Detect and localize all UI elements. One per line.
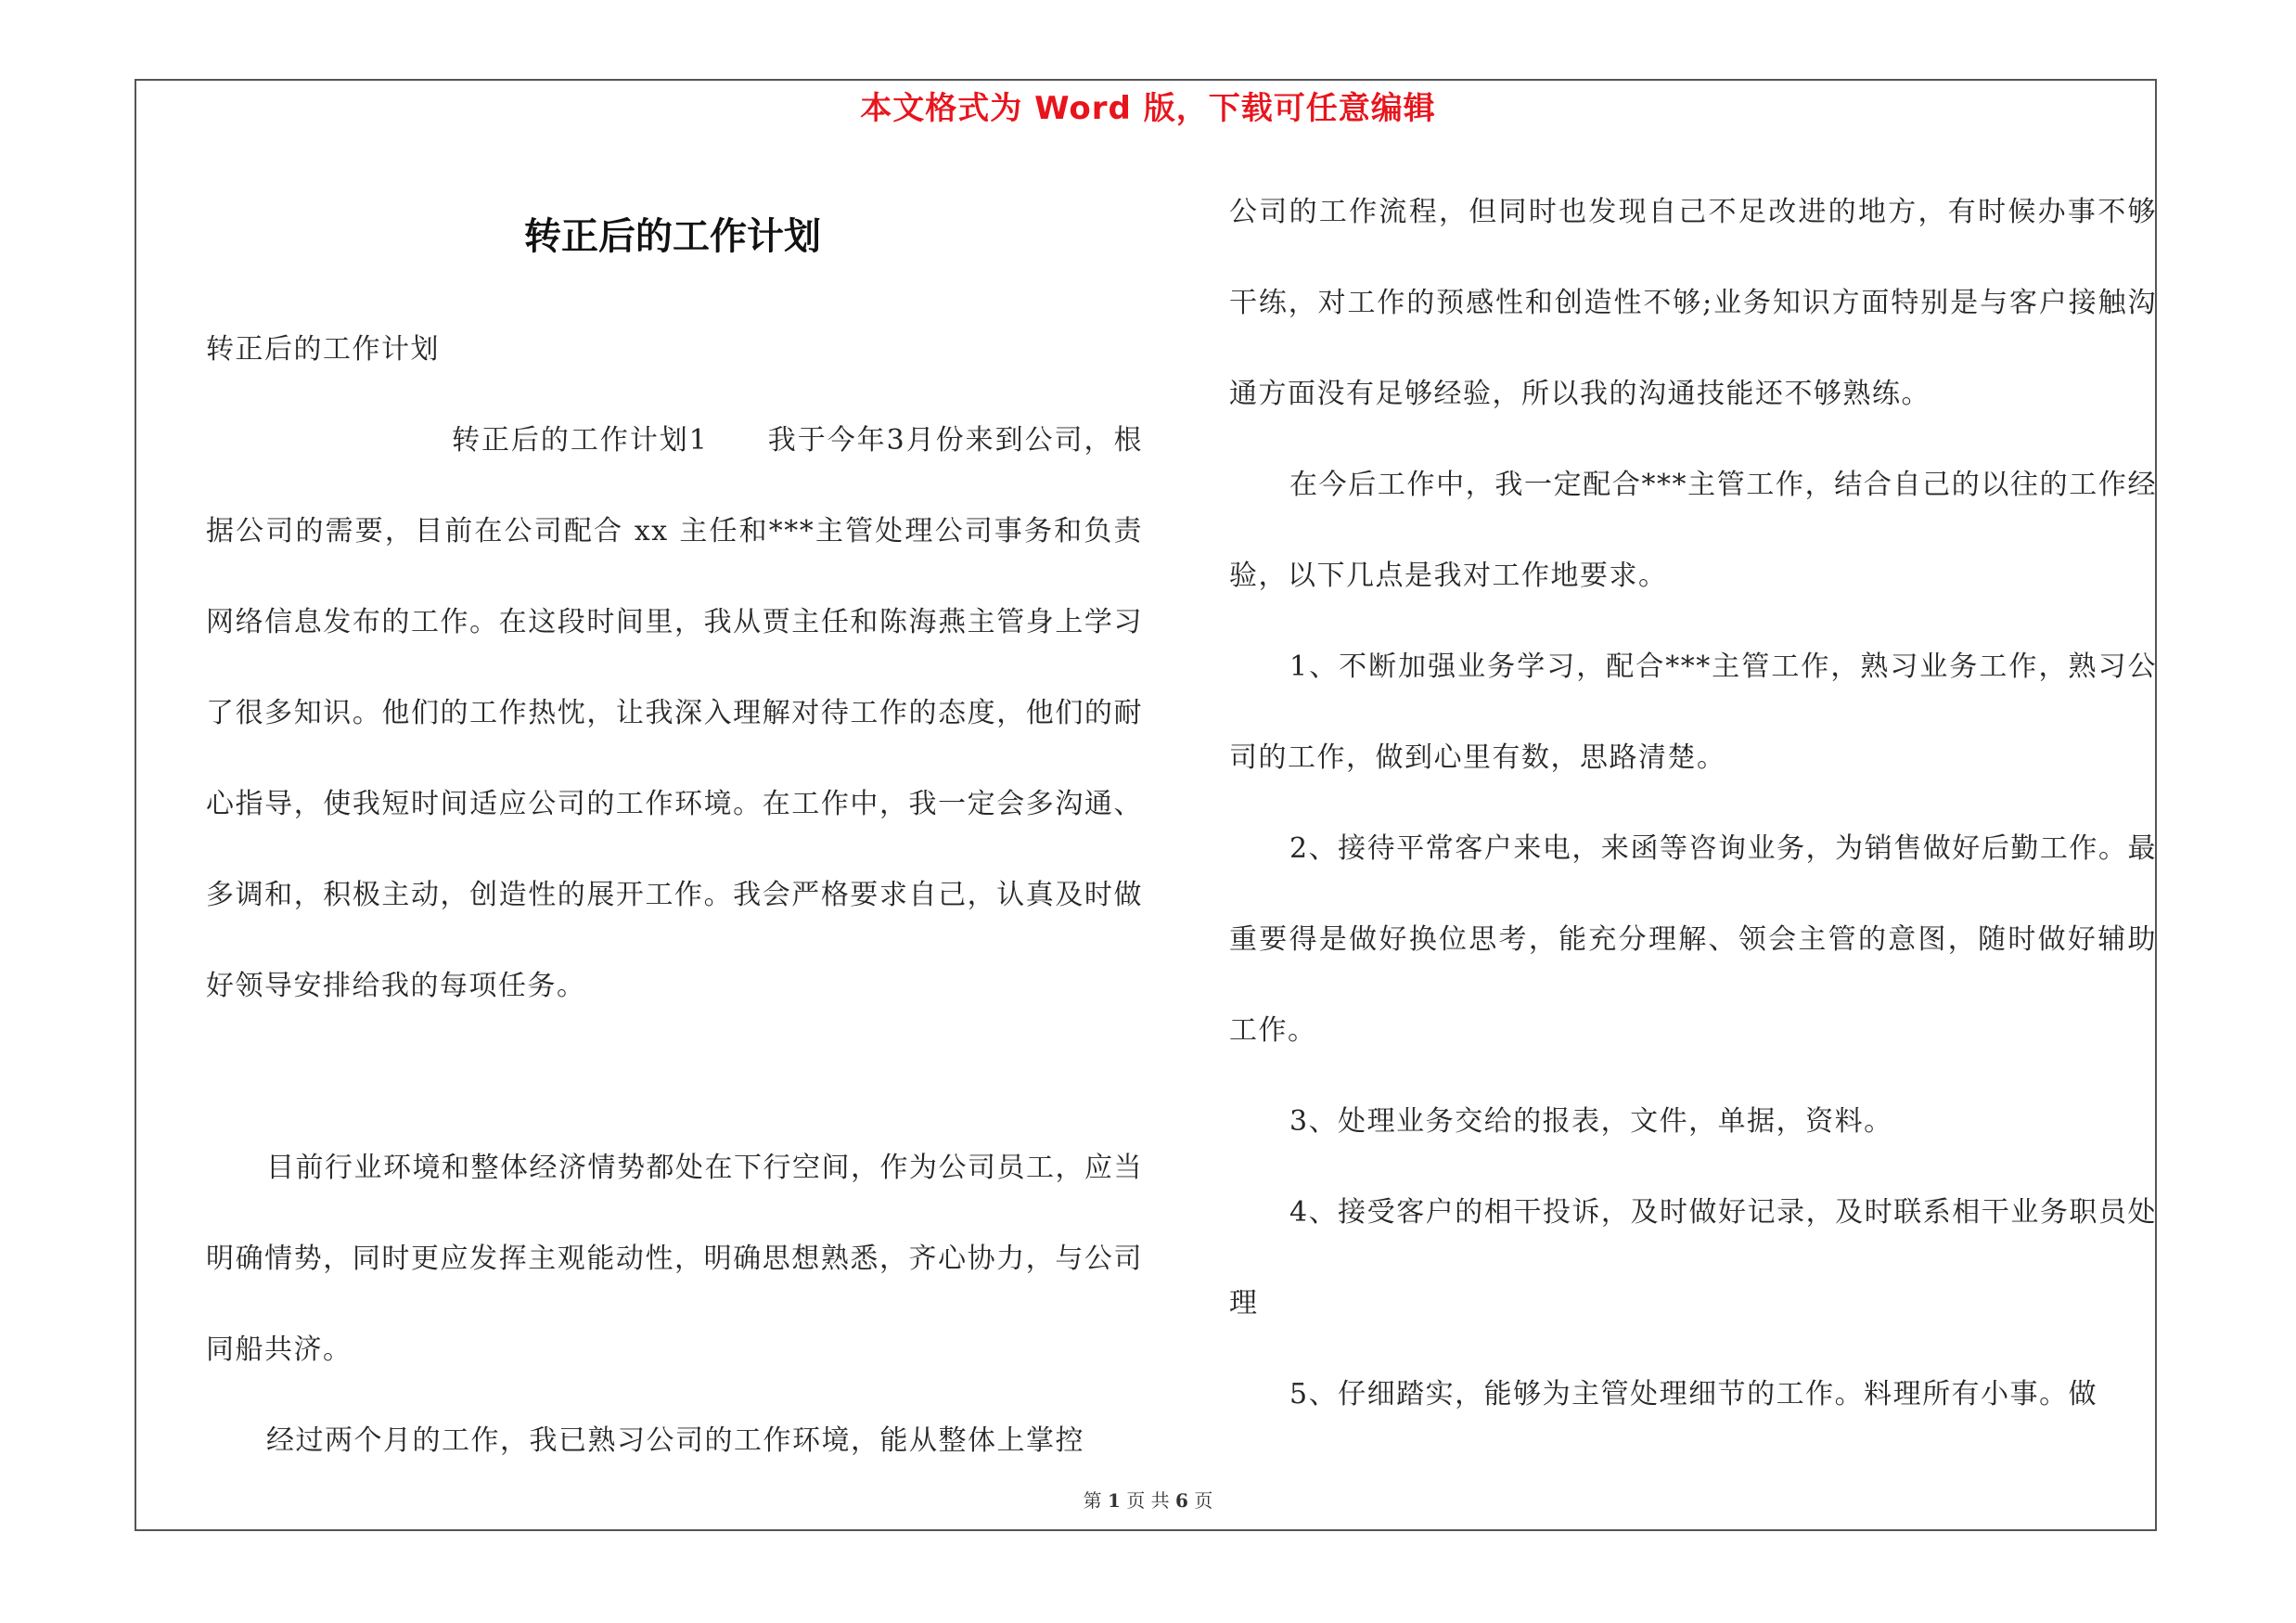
list-item: 3、处理业务交给的报表，文件，单据，资料。	[1289, 1105, 1893, 1138]
right-column	[1229, 167, 2157, 1440]
format-banner: 本文格式为 Word 版，下载可任意编辑	[860, 90, 1436, 127]
paragraph-gap	[206, 1032, 1143, 1123]
paragraph: 转正后的工作计划1 我于今年3月份来到公司，根据公司的需要，目前在公司配合 xx 主任和***主管处理公司事务和负责网络信息发布的工作。在这段时间里，我从贾主任和陈海燕主管身上学习了很多知识。他们的工作热忱，让我深入理解对待工作的态度，他们的耐心指导，使我短时间适应公司的工作环境。在工作中，我一定会多沟通、多调和，积极主动，创造性的展开工作。我会严格要求自己，认真及时做好领导安排给我的每项任务。	[206, 424, 1143, 1002]
paragraph: 经过两个月的工作，我已熟习公司的工作环境，能从整体上掌控	[266, 1424, 1084, 1457]
list-item: 4、接受客户的相干投诉，及时做好记录，及时联系相干业务职员处理	[1229, 1196, 2157, 1320]
document-title: 转正后的工作计划	[524, 215, 821, 258]
page-footer	[0, 1487, 2296, 1514]
current-page-number: 1	[1108, 1489, 1121, 1512]
total-pages: 6	[1175, 1489, 1188, 1512]
subtitle: 转正后的工作计划	[206, 333, 440, 366]
left-column	[206, 304, 1143, 1487]
paragraph: 目前行业环境和整体经济情势都处在下行空间，作为公司员工，应当明确情势，同时更应发挥主观能动性，明确思想熟悉，齐心协力，与公司同船共济。	[206, 1152, 1143, 1366]
paragraph: 公司的工作流程，但同时也发现自己不足改进的地方，有时候办事不够干练，对工作的预感性和创造性不够;业务知识方面特别是与客户接触沟通方面没有足够经验，所以我的沟通技能还不够熟练。	[1229, 196, 2157, 410]
footer-middle: 页 共	[1126, 1489, 1170, 1512]
list-item: 1、不断加强业务学习，配合***主管工作，熟习业务工作，熟习公司的工作，做到心里有数，思路清楚。	[1229, 650, 2157, 774]
list-item: 2、接待平常客户来电，来函等咨询业务，为销售做好后勤工作。最重要得是做好换位思考，能充分理解、领会主管的意图，随时做好辅助工作。	[1229, 832, 2157, 1047]
paragraph: 在今后工作中，我一定配合***主管工作，结合自己的以往的工作经验，以下几点是我对工作地要求。	[1229, 469, 2157, 592]
footer-suffix: 页	[1194, 1489, 1213, 1512]
list-item: 5、仔细踏实，能够为主管处理细节的工作。料理所有小事。做	[1289, 1378, 2098, 1410]
footer-prefix: 第	[1083, 1489, 1102, 1512]
